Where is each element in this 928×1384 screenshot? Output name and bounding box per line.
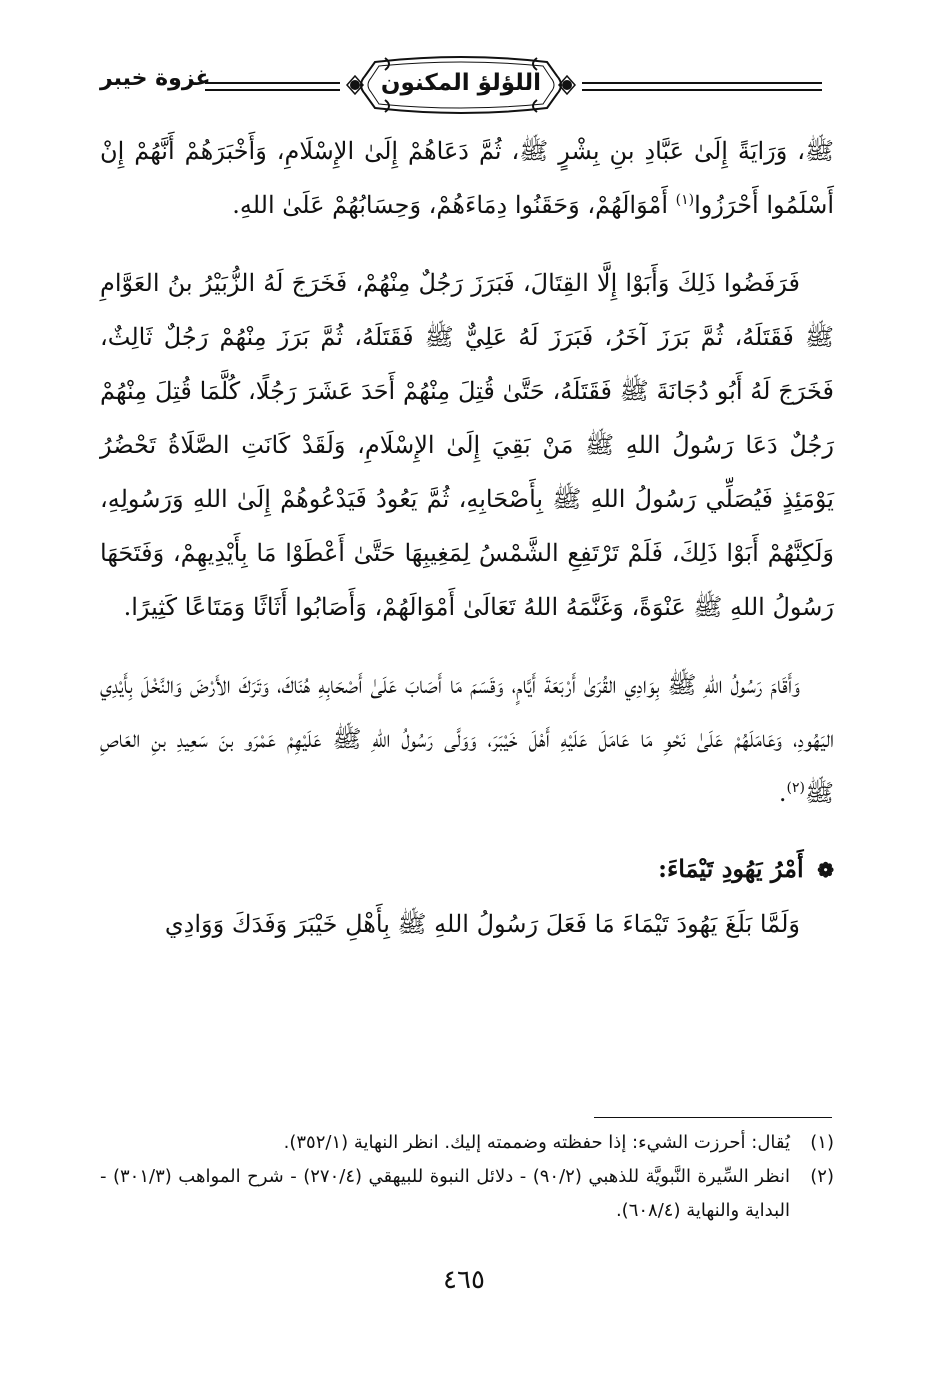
book-title: غزوة خيبر (100, 66, 211, 91)
footnote-number: (٢) (810, 1166, 834, 1187)
paragraph-3 (100, 658, 834, 820)
footnote-text: انظر السِّيرة النَّبويَّة للذهبي (٩٠/٢) - دلائل النبوة للبيهقي (٢٧٠/٤) - شرح المواهب (٣٠١/٣) - البداية والنهاية (٦٠٨/٤). (100, 1166, 790, 1221)
header-rule-left (205, 82, 340, 91)
title-ornament-frame (345, 54, 577, 116)
paragraph-2 (100, 256, 834, 634)
paragraph-text: وَلَمَّا بَلَغَ يَهُودَ تَيْمَاءَ مَا فَعَلَ رَسُولُ اللهِ ﷺ بِأَهْلِ خَيْبَرَ وَفَدَكَ وَوَادِي (164, 910, 800, 938)
footnote-ref-1: (١) (675, 192, 695, 208)
footnote-1 (100, 1126, 834, 1160)
footnote-text: يُقال: أحرزت الشيء: إذا حفظته وضممته إليك. انظر النهاية (٣٥٢/١). (283, 1132, 790, 1153)
paragraph-1 (100, 124, 834, 232)
footnotes (100, 1126, 834, 1228)
main-text (100, 124, 834, 951)
series-title: اللؤلؤ المكنون (380, 70, 542, 96)
paragraph-text-cont: أَمْوَالَهُمْ، وَحَقَنُوا دِمَاءَهُمْ، وَحِسَابُهُمْ عَلَىٰ اللهِ. (232, 191, 676, 219)
paragraph-4 (100, 897, 834, 951)
header-rule-right (582, 82, 822, 91)
paragraph-text: ﷺ، وَرَايَةً إِلَىٰ عَبَّادِ بنِ بِشْرٍ ﷺ، ثُمَّ دَعَاهُمْ إِلَىٰ الإِسْلَامِ، وَأَخْبَرَهُمْ أَنَّهُمْ إِنْ أَسْلَمُوا أَحْرَزُوا (100, 137, 834, 219)
paragraph-text: وَأَقَامَ رَسُولُ اللهِ ﷺ بِوَادِي القُرَىٰ أَرْبَعَةَ أَيَّامٍ، وَقَسَمَ مَا أَصَابَ عَلَىٰ أَصْحَابِهِ هُنَاكَ، وَتَرَكَ الأَرْضَ وَالنَّخْلَ بِأَيْدِي اليَهُودِ، وَعَامَلَهُمْ عَلَىٰ نَحْوِ مَا عَامَلَ عَلَيْهِ أَهْلَ خَيْبَرَ، وَوَلَّى رَسُولُ اللهِ ﷺ عَلَيْهِمْ عَمْرَو بنَ سَعِيدِ بنِ العَاصِ ﷺ (100, 671, 834, 807)
footnote-separator (594, 1117, 832, 1118)
footnote-2 (100, 1160, 834, 1228)
paragraph-text: فَرَفَضُوا ذَلِكَ وَأَبَوْا إِلَّا القِتَالَ، فَبَرَزَ رَجُلٌ مِنْهُمْ، فَخَرَجَ لَهُ الزُّبَيْرُ بنُ العَوَّامِ ﷺ فَقَتَلَهُ، ثُمَّ بَرَزَ آخَرُ، فَبَرَزَ لَهُ عَلِيٌّ ﷺ فَقَتَلَهُ، ثُمَّ بَرَزَ مِنْهُمْ رَجُلٌ ثَالِثٌ، فَخَرَجَ لَهُ أَبُو دُجَانَةَ ﷺ فَقَتَلَهُ، حَتَّىٰ قُتِلَ مِنْهُمْ أَحَدَ عَشَرَ رَجُلًا، كُلَّمَا قُتِلَ مِنْهُمْ رَجُلٌ دَعَا رَسُولُ اللهِ ﷺ مَنْ بَقِيَ إِلَىٰ الإِسْلَامِ، وَلَقَدْ كَانَتِ الصَّلَاةُ تَحْضُرُ يَوْمَئِذٍ فَيُصَلِّي رَسُولُ اللهِ ﷺ بِأَصْحَابِهِ، ثُمَّ يَعُودُ فَيَدْعُوهُمْ إِلَىٰ اللهِ وَرَسُولِهِ، وَلَكِنَّهُمْ أَبَوْا ذَلِكَ، فَلَمْ تَرْتَفِعِ الشَّمْسُ لِمَغِيبِهَا حَتَّىٰ أَعْطَوْا مَا بِأَيْدِيهِمْ، وَفَتَحَهَا رَسُولُ اللهِ ﷺ عَنْوَةً، وَغَنَّمَهُ اللهُ تَعَالَىٰ أَمْوَالَهُمْ، وَأَصَابُوا أَثَاثًا وَمَتَاعًا كَثِيرًا. (100, 269, 834, 621)
footnote-number: (١) (810, 1132, 834, 1153)
page-number: ٤٦٥ (443, 1265, 485, 1295)
page-header (100, 54, 834, 118)
paragraph-text-cont: . (778, 779, 787, 807)
flower-ornament-icon: ❁ (817, 858, 834, 882)
footnote-ref-2: (٢) (786, 780, 805, 796)
section-subheading (100, 842, 834, 897)
subheading-text: أَمْرُ يَهُودِ تَيْمَاءَ: (658, 854, 804, 883)
